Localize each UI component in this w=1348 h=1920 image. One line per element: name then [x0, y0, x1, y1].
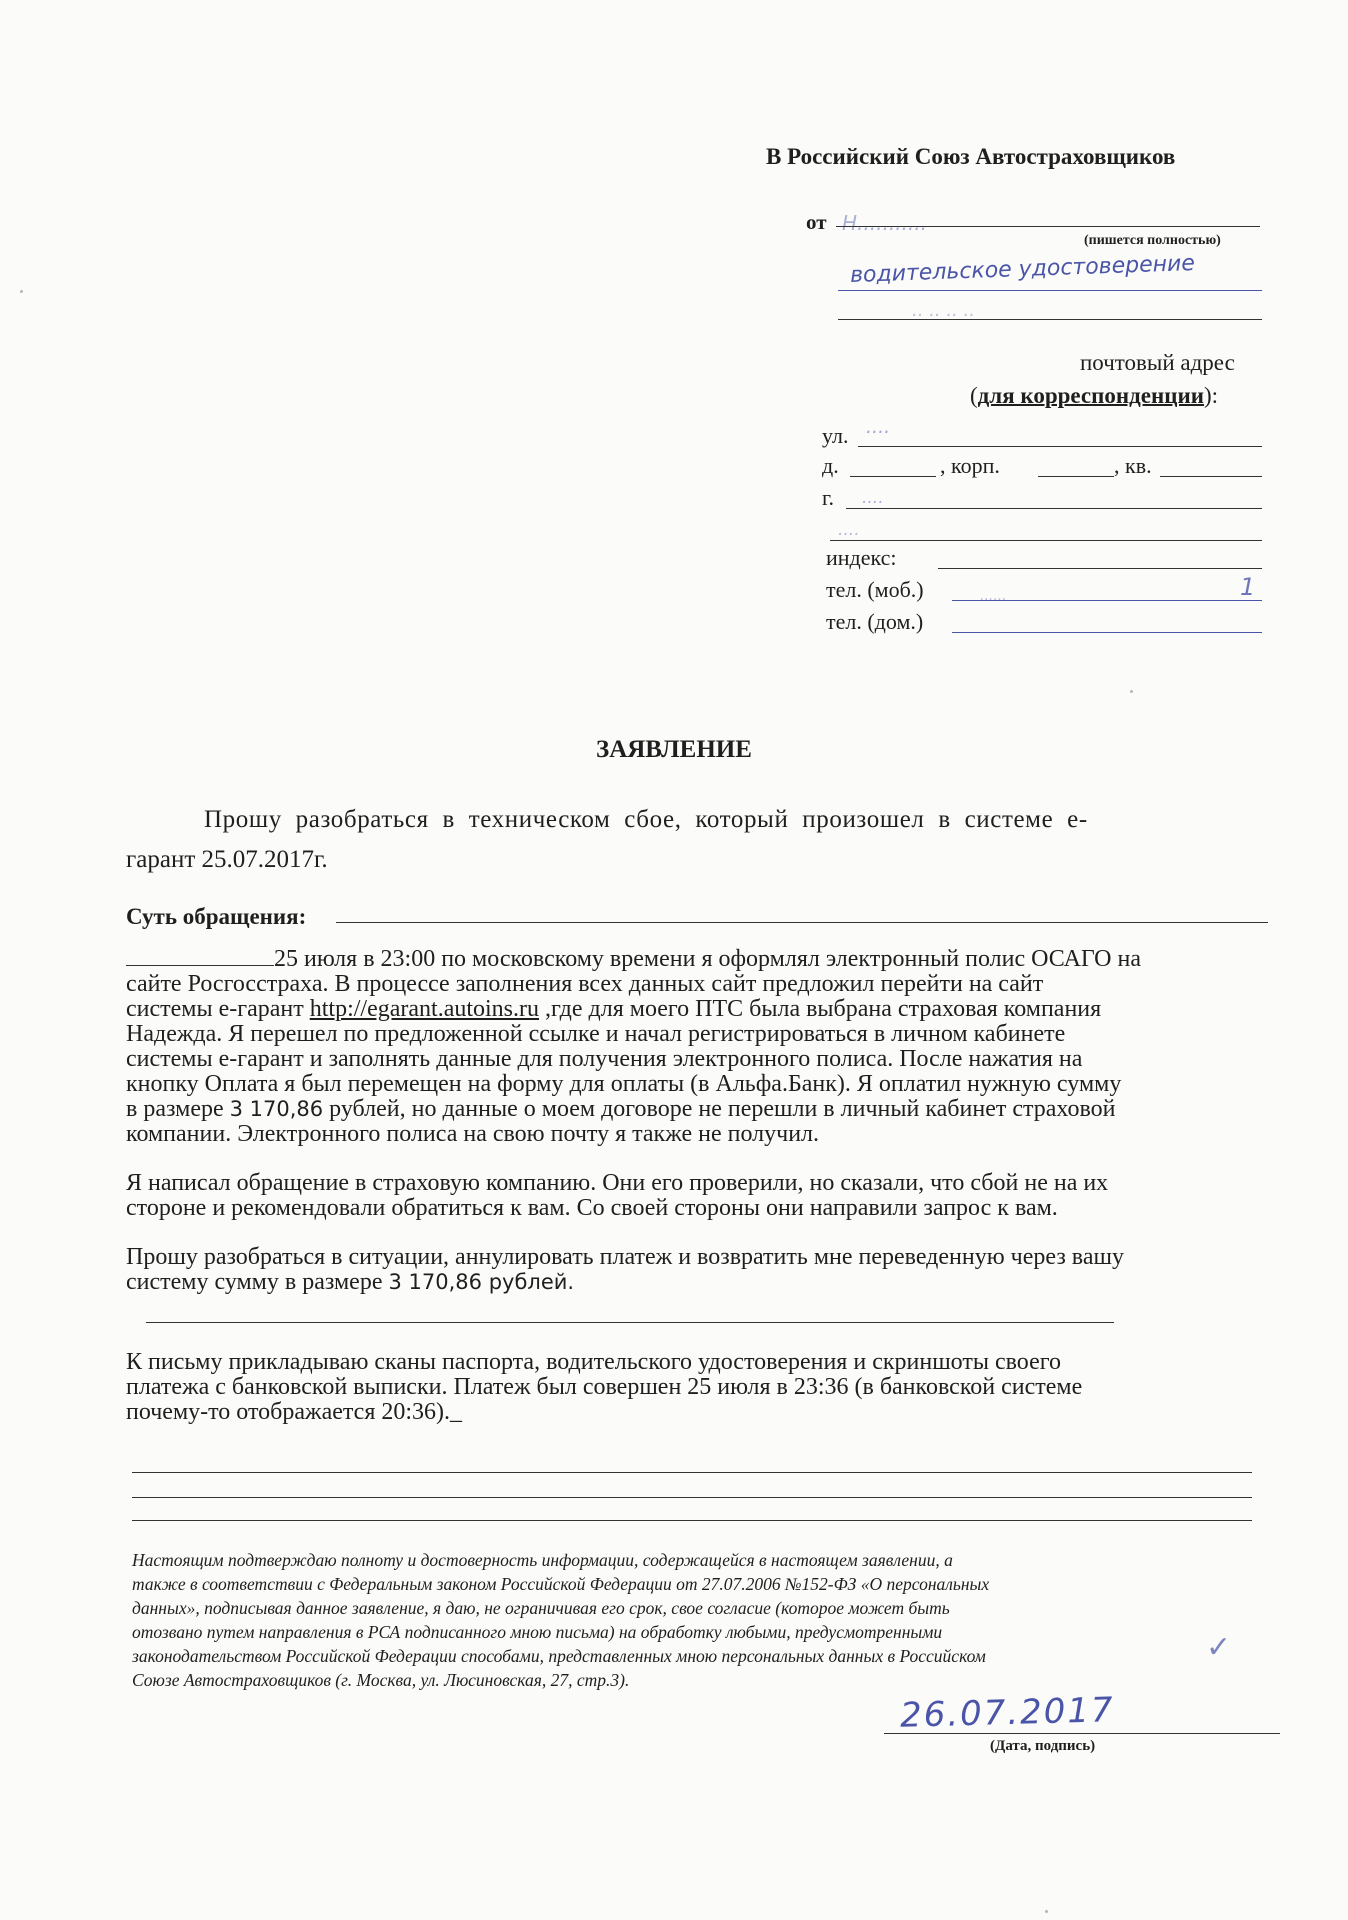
postal-address-label: почтовый адрес: [1080, 350, 1235, 375]
mobile-handwritten: 1: [1240, 573, 1256, 601]
city-handwritten: ....: [862, 488, 884, 508]
scan-speck: [1045, 1910, 1048, 1913]
apt-underline: [1160, 476, 1262, 477]
blank-indent: [126, 947, 274, 966]
house-underline: [850, 476, 936, 477]
paragraph-3: [126, 1245, 1124, 1295]
intro-line-2: гарант 25.07.2017г.: [126, 846, 328, 873]
p1-line-4: Надежда. Я перешел по предложенной ссылке и начал регистрироваться в личном кабинете: [126, 1021, 1066, 1047]
house-label: д.: [822, 453, 839, 478]
from-label: от: [806, 210, 827, 234]
egarant-link[interactable]: http://egarant.autoins.ru: [309, 996, 540, 1022]
essence-label: Суть обращения:: [126, 904, 307, 929]
date-underline: [884, 1733, 1280, 1734]
license-underline-2: [838, 319, 1262, 320]
blank-line-1: [132, 1472, 1252, 1473]
essence-underline: [336, 922, 1268, 923]
license-underline: [838, 290, 1262, 291]
p1-line-8: компании. Электронного полиса на свою почту я также не получил.: [126, 1121, 820, 1147]
p1-line-6: кнопку Оплата я был перемещен на форму для оплаты (в Альфа.Банк). Я оплатил нужную сумму: [126, 1071, 1122, 1097]
p1-line-5: системы е-гарант и заполнять данные для получения электронного полиса. После нажатия на: [126, 1046, 1083, 1072]
consent-line-5: законодательством Российской Федерации способами, представленных мною персональных данных в Российском: [132, 1646, 986, 1666]
consent-line-1: Настоящим подтверждаю полноту и достоверность информации, содержащейся в настоящем заявлении, а: [132, 1550, 953, 1570]
scan-speck: [1130, 690, 1133, 693]
date-handwritten: 26.07.2017: [899, 1690, 1116, 1736]
p1-line-7b: рублей, но данные о моем договоре не перешли в личный кабинет страховой: [323, 1096, 1116, 1122]
index-label: индекс:: [826, 545, 897, 570]
city-underline: [846, 508, 1262, 509]
full-name-note: (пишется полностью): [1084, 233, 1221, 248]
street-underline: [858, 446, 1262, 447]
p2-line-2: стороне и рекомендовали обратиться к вам. Со своей стороны они направили запрос к вам.: [126, 1195, 1058, 1221]
corp-underline: [1038, 476, 1114, 477]
p1-line-3a: системы е-гарант: [126, 996, 310, 1022]
p4-line-3: почему-то отображается 20:36)._: [126, 1399, 463, 1425]
apt-label: , кв.: [1114, 453, 1152, 478]
recipient-line: В Российский Союз Автостраховщиков: [766, 144, 1176, 169]
consent-block: [132, 1548, 989, 1692]
city-underline-2: [830, 540, 1262, 541]
p2-line-1: Я написал обращение в страховую компанию. Они его проверили, но сказали, что сбой не на их: [126, 1170, 1109, 1196]
home-phone-underline: [952, 632, 1262, 633]
separator-line: [146, 1322, 1114, 1323]
correspondence-text: для корреспонденции: [977, 383, 1204, 408]
p1-line-7a: в размере: [126, 1096, 230, 1122]
license-handwritten: водительское удостоверение: [849, 250, 1196, 289]
street-handwritten: ....: [866, 416, 891, 438]
paragraph-2: [126, 1171, 1108, 1221]
from-underline: [836, 226, 1260, 227]
consent-line-4: отозвано путем направления в РСА подписанного мною письма) на обработку любыми, предусмотренными: [132, 1622, 943, 1642]
blank-line-2: [132, 1497, 1252, 1498]
paragraph-1: [126, 947, 1141, 1147]
correspondence-open: (: [970, 383, 978, 408]
blank-line-3: [132, 1520, 1252, 1521]
signature-mark: ✓: [1206, 1630, 1232, 1665]
street-label: ул.: [822, 423, 849, 448]
payment-amount: 3 170,86: [229, 1097, 324, 1121]
city-label: г.: [822, 485, 835, 510]
consent-line-3: данных», подписывая данное заявление, я даю, не ограничивая его срок, свое согласие (которое может быть: [132, 1598, 950, 1618]
license-handwritten-2: .. .. .. ..: [912, 300, 975, 321]
p3-line-1: Прошу разобраться в ситуации, аннулировать платеж и возвратить мне переведенную через вашу: [126, 1244, 1124, 1270]
mobile-handwritten-2: ......: [980, 588, 1007, 604]
p1-line-1: 25 июля в 23:00 по московскому времени я оформлял электронный полис ОСАГО на: [274, 946, 1141, 972]
city-handwritten-2: ....: [838, 520, 860, 540]
index-underline: [938, 568, 1262, 569]
consent-line-6: Союзе Автостраховщиков (г. Москва, ул. Люсиновская, 27, стр.3).: [132, 1670, 630, 1690]
date-signature-caption: (Дата, подпись): [990, 1738, 1096, 1754]
mobile-underline: [952, 600, 1262, 601]
correspondence-close: ):: [1204, 383, 1219, 408]
p3-line-2a: систему сумму в размере: [126, 1269, 389, 1295]
home-phone-label: тел. (дом.): [826, 609, 924, 634]
p4-line-1: К письму прикладываю сканы паспорта, водительского удостоверения и скриншоты своего: [126, 1349, 1061, 1375]
p1-line-2: сайте Росгосстраха. В процессе заполнения всех данных сайт предложил перейти на сайт: [126, 971, 1044, 997]
intro-line-1: Прошу разобраться в техническом сбое, который произошел в системе е-: [204, 806, 1088, 833]
document-title: ЗАЯВЛЕНИЕ: [596, 736, 752, 763]
correspondence-label: [970, 383, 1218, 409]
consent-line-2: также в соответствии с Федеральным законом Российской Федерации от 27.07.2006 №152-ФЗ «О персональных: [132, 1574, 990, 1594]
p1-line-3b: ,где для моего ПТС была выбрана страховая компания: [539, 996, 1102, 1022]
paragraph-4: [126, 1350, 1082, 1425]
corp-label: , корп.: [940, 453, 1000, 478]
p4-line-2: платежа с банковской выписки. Платеж был совершен 25 июля в 23:36 (в банковской системе: [126, 1374, 1083, 1400]
refund-amount: 3 170,86 рублей.: [388, 1270, 575, 1294]
from-handwritten: Н...........: [842, 211, 927, 235]
mobile-label: тел. (моб.): [826, 577, 924, 602]
scan-speck: [20, 290, 23, 293]
